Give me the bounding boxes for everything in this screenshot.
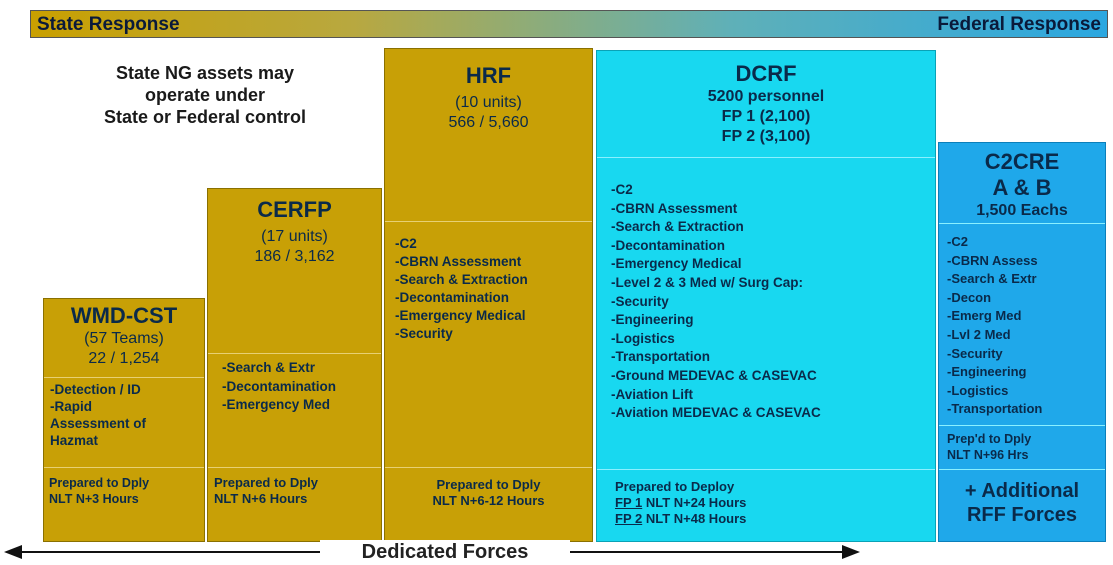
list-item: -Emergency Medical	[395, 308, 526, 323]
hrf-name: HRF	[465, 63, 512, 88]
wmd-cst-header	[44, 303, 204, 369]
hrf-units: (10 units)	[455, 94, 522, 111]
c2cre-column	[938, 142, 1106, 542]
hrf-header	[385, 63, 592, 133]
list-item: -Decontamination	[395, 290, 510, 305]
list-item: -Search & Extraction	[611, 219, 744, 235]
cerfp-units: (17 units)	[261, 228, 328, 245]
dcrf-header	[597, 61, 935, 147]
list-item: -Transportation	[947, 401, 1043, 417]
divider	[939, 425, 1105, 426]
c2cre-ab: A & B	[992, 175, 1052, 200]
list-item: -Lvl 2 Med	[947, 326, 1011, 342]
federal-response-label: Federal Response	[937, 14, 1101, 35]
list-item: -Emergency Medical	[611, 256, 742, 272]
hrf-people: 566 / 5,660	[448, 114, 529, 131]
fp1-label: FP 1	[615, 495, 643, 510]
dcrf-tasks	[611, 181, 933, 423]
list-item: -Decontamination	[611, 237, 726, 253]
c2cre-each: 1,500 Eachs	[976, 202, 1068, 219]
list-item: -Search & Extraction	[395, 272, 528, 287]
control-note	[55, 62, 355, 128]
wmd-cst-people: 22 / 1,254	[88, 350, 160, 367]
prep-line: Prepared to Dply	[49, 476, 150, 490]
list-item: -Security	[611, 293, 669, 309]
prep-line: Prep'd to Dply	[947, 432, 1032, 446]
list-item: -CBRN Assessment	[395, 254, 522, 269]
wmd-cst-name: WMD-CST	[70, 303, 178, 328]
c2cre-prep	[947, 431, 1105, 463]
divider	[939, 223, 1105, 224]
cerfp-column	[207, 188, 382, 542]
note-line-3: State or Federal control	[103, 107, 307, 127]
dcrf-name: DCRF	[735, 61, 797, 86]
cerfp-prep	[214, 475, 379, 507]
prep-line: Prepared to Dply	[436, 477, 541, 492]
list-item: -Aviation MEDEVAC & CASEVAC	[611, 405, 821, 421]
dcrf-fp2: FP 2 (3,100)	[721, 128, 811, 145]
divider	[385, 221, 592, 222]
fp2-label: FP 2	[615, 511, 643, 526]
state-response-label: State Response	[37, 14, 180, 35]
prep-line	[615, 495, 915, 511]
response-banner	[30, 10, 1108, 38]
list-item: -Security	[395, 326, 453, 341]
list-item: -Engineering	[611, 312, 694, 328]
wmd-cst-prep	[49, 475, 204, 507]
hrf-prep	[385, 477, 592, 509]
dcrf-personnel: 5200 personnel	[707, 88, 825, 105]
hrf-column	[384, 48, 593, 542]
list-item: -Emerg Med	[947, 308, 1022, 324]
divider	[44, 377, 204, 378]
list-item: -Aviation Lift	[611, 386, 693, 402]
divider	[385, 467, 592, 468]
prep-line: NLT N+6 Hours	[214, 491, 308, 506]
list-item: -Decontamination	[222, 378, 337, 394]
list-item: -Logistics	[611, 330, 675, 346]
additional-line-1: + Additional	[964, 480, 1080, 502]
list-item: -Detection / ID	[50, 382, 141, 397]
additional-forces	[939, 479, 1105, 527]
list-item: Assessment of	[50, 416, 147, 431]
fp1-time: NLT N+24 Hours	[642, 495, 747, 510]
prep-line: NLT N+6-12 Hours	[432, 493, 545, 508]
list-item: -Search & Extr	[222, 360, 316, 375]
divider	[208, 467, 381, 468]
prep-line: NLT N+3 Hours	[49, 492, 139, 506]
hrf-tasks	[395, 235, 591, 343]
dedicated-forces-label: Dedicated Forces	[320, 540, 570, 564]
arrow-left-icon	[4, 544, 22, 560]
additional-line-2: RFF Forces	[966, 504, 1078, 526]
dcrf-prep	[615, 479, 915, 527]
list-item: -Security	[947, 345, 1003, 361]
divider	[208, 353, 381, 354]
wmd-cst-tasks	[50, 381, 202, 449]
prep-line	[615, 511, 915, 527]
list-item: -C2	[395, 236, 417, 251]
list-item: -CBRN Assess	[947, 252, 1038, 268]
list-item: -Rapid	[50, 399, 92, 414]
list-item: -Ground MEDEVAC & CASEVAC	[611, 367, 817, 383]
wmd-cst-column	[43, 298, 205, 542]
list-item: -Transportation	[611, 349, 711, 365]
prep-title: Prepared to Deploy	[615, 479, 735, 494]
c2cre-tasks	[947, 233, 1105, 419]
list-item: -CBRN Assessment	[611, 200, 738, 216]
dcrf-column	[596, 50, 936, 542]
prep-line: NLT N+96 Hrs	[947, 448, 1029, 462]
divider	[597, 469, 935, 470]
list-item: -Engineering	[947, 364, 1027, 380]
list-item: Hazmat	[50, 433, 99, 448]
divider	[597, 157, 935, 158]
note-line-2: operate under	[144, 85, 266, 105]
cerfp-people: 186 / 3,162	[254, 248, 335, 265]
fp2-time: NLT N+48 Hours	[642, 511, 747, 526]
c2cre-name: C2CRE	[984, 149, 1060, 174]
prep-line: Prepared to Dply	[214, 475, 319, 490]
note-line-1: State NG assets may	[115, 63, 295, 83]
divider	[44, 467, 204, 468]
list-item: -C2	[611, 182, 633, 197]
list-item: -Search & Extr	[947, 271, 1037, 287]
arrow-right-icon	[842, 544, 860, 560]
divider	[939, 469, 1105, 470]
list-item: -C2	[947, 234, 968, 249]
list-item: -Decon	[947, 289, 992, 305]
list-item: -Logistics	[947, 382, 1009, 398]
cerfp-header	[208, 197, 381, 267]
dcrf-fp1: FP 1 (2,100)	[721, 108, 811, 125]
cerfp-tasks	[222, 359, 382, 415]
cerfp-name: CERFP	[257, 197, 332, 222]
list-item: -Level 2 & 3 Med w/ Surg Cap:	[611, 274, 804, 290]
list-item: -Emergency Med	[222, 397, 331, 413]
c2cre-header	[939, 149, 1105, 221]
wmd-cst-units: (57 Teams)	[84, 330, 164, 347]
